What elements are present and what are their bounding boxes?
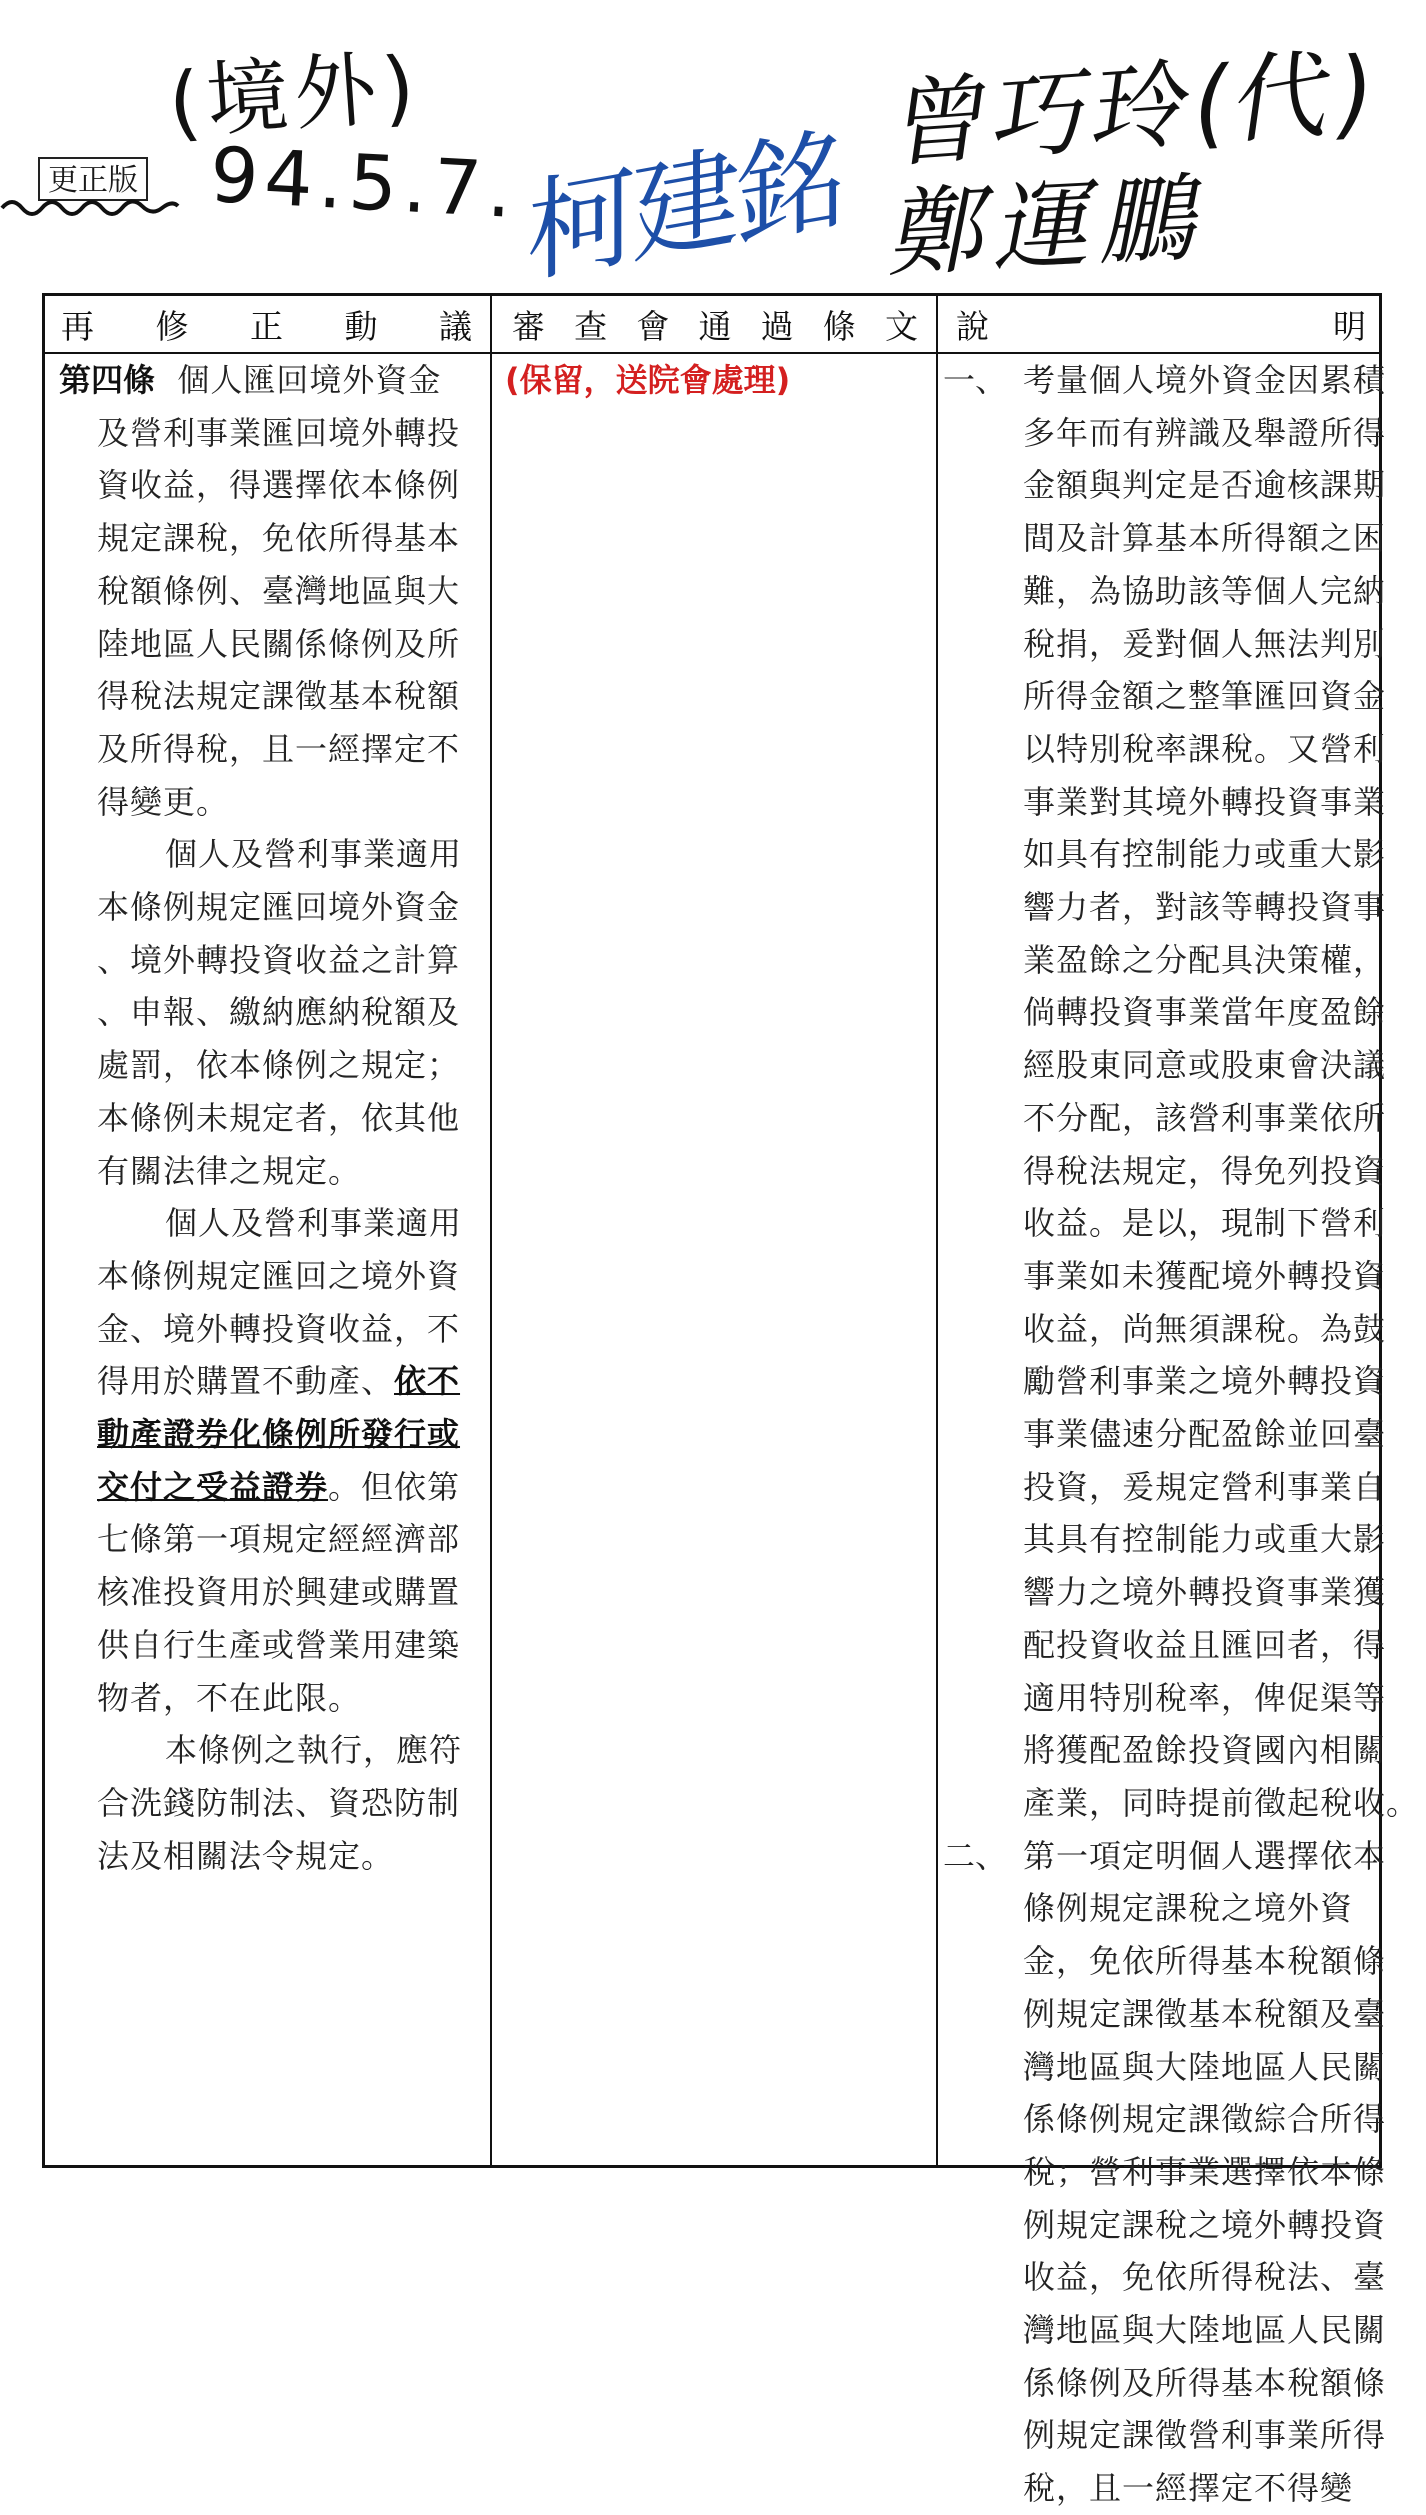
header-char: 條 [822,306,856,346]
text-line: 產業，同時提前徵起稅收。 [1023,1783,1420,1822]
text-line: 所得金額之整筆匯回資金 [1023,677,1387,716]
text-line: 一、 考量個人境外資金因累積 [943,354,1383,407]
text-line: 金，免依所得基本稅額條 [1023,1942,1387,1981]
header-char: 再 [61,306,94,346]
text-line: 法及相關法令規定。 [97,1836,395,1875]
header-char: 過 [760,306,794,346]
text-line: 係條例規定課徵綜合所得 [1023,2100,1387,2139]
text-line: 間及計算基本所得額之困 [1023,519,1387,558]
header-char: 文 [884,306,918,346]
text-line: 交付之受益證券。但依第 [97,1467,461,1506]
text-line: 例規定課徵基本稅額及臺 [1023,1994,1387,2033]
text-line: 以特別稅率課稅。又營利 [1023,729,1387,768]
revision-stamp: 更正版 [38,157,148,201]
header-char: 說 [956,306,989,346]
text-line: 配投資收益且匯回者，得 [1023,1625,1387,1664]
text-line: 及所得稅，且一經擇定不 [97,729,461,768]
text-line: 核准投資用於興建或購置 [97,1573,461,1612]
text-line: 例規定課稅之境外轉投資 [1023,2205,1387,2244]
text-line: 及營利事業匯回境外轉投 [97,413,461,452]
handwritten-date: 94.5.7. [207,130,521,235]
text-line: 物者，不在此限。 [97,1678,362,1717]
text-line: 有關法律之規定。 [97,1151,362,1190]
article-number: 第四條 [59,361,156,399]
text-line: 稅；營利事業選擇依本條 [1023,2152,1387,2191]
text-line: 灣地區與大陸地區人民關 [1023,2311,1387,2350]
header-char: 審 [512,306,545,346]
text-line: 事業儘速分配盈餘並回臺 [1023,1415,1387,1454]
text-line: 事業對其境外轉投資事業 [1023,782,1387,821]
text-line: 條例規定課稅之境外資 [1023,1889,1354,1928]
text-line: 二、 第一項定明個人選擇依本 [943,1830,1383,1883]
text-line: 本條例規定匯回之境外資 [97,1256,461,1295]
text-line: 多年而有辨識及舉證所得 [1023,413,1387,452]
revision-table [42,293,1420,2508]
text-line: 將獲配盈餘投資國內相關 [1023,1731,1387,1770]
handwritten-signature-blue: 柯建銘 [527,113,841,299]
text-line: 響力之境外轉投資事業獲 [1023,1573,1387,1612]
text-line: 倘轉投資事業當年度盈餘 [1023,993,1387,1032]
text-line: 陸地區人民關係條例及所 [97,624,461,663]
text-line: 合洗錢防制法、資恐防制 [97,1783,461,1822]
text-line: 事業如未獲配境外轉投資 [1023,1256,1387,1295]
text-line: 適用特別稅率，俾促渠等 [1023,1678,1387,1717]
text-line: 金、境外轉投資收益，不 [97,1309,461,1348]
text-line: 得稅法規定課徵基本稅額 [97,677,461,716]
text-line: 不分配，該營利事業依所 [1023,1098,1387,1137]
header-char: 會 [636,306,670,346]
reserved-note: (保留，送院會處理) [505,361,791,399]
text-line: 得變更。 [97,782,230,821]
text-line: 係條例及所得基本稅額條 [1023,2363,1387,2402]
text-line: 收益。是以，現制下營利 [1023,1204,1387,1243]
text-line: 難，為協助該等個人完納 [1023,571,1387,610]
text-line: 金額與判定是否逾核課期 [1023,466,1387,505]
text-line: 勵營利事業之境外轉投資 [1023,1362,1387,1401]
header-explanation [938,296,1382,352]
header-char: 動 [344,306,378,346]
text-line: 如具有控制能力或重大影 [1023,835,1387,874]
header-char: 正 [250,306,283,346]
text-line: 規定課稅，免依所得基本 [97,519,461,558]
amended-text: 動產證券化條例所發行或 [97,1415,461,1454]
text-line: 、境外轉投資收益之計算 [97,940,461,979]
header-char: 修 [155,306,189,346]
header-committee-passed-text [492,296,936,352]
header-char: 議 [439,306,472,346]
text-line: 、申報、繳納應納稅額及 [97,993,461,1032]
text-line: 業盈餘之分配具決策權， [1023,940,1387,979]
column-divider [936,296,938,2165]
text-line: 收益，尚無須課稅。為鼓 [1023,1309,1387,1348]
text-line: 資收益，得選擇依本條例 [97,466,461,505]
header-char: 明 [1333,306,1366,346]
handwritten-signature-1: 曾巧玲(代) [886,34,1385,182]
list-marker: 二、 [943,1836,1008,1875]
committee-passed-text [505,354,925,407]
text-line: 個人及營利事業適用 [165,1204,463,1243]
text-line: 稅，且一經擇定不得變 [1023,2469,1354,2508]
text-line: 其具有控制能力或重大影 [1023,1520,1387,1559]
handwritten-signature-2: 鄭運鵬 [882,161,1223,292]
amended-text: 依不 [394,1362,461,1401]
text-line: 稅捐，爰對個人無法判別 [1023,624,1387,663]
text-line: 稅額條例、臺灣地區與大 [97,571,461,610]
amended-text: 交付之受益證券 [97,1467,329,1506]
text-line: 七條第一項規定經經濟部 [97,1520,461,1559]
header-char: 通 [698,306,732,346]
text-line: 例規定課徵營利事業所得 [1023,2416,1387,2455]
text-line: 得用於購置不動產、依不 [97,1362,461,1401]
text-line: 本條例未規定者，依其他 [97,1098,461,1137]
text-line: 處罰，依本條例之規定； [97,1046,461,1085]
text-line: 第四條 個人匯回境外資金 [59,361,442,399]
header-renewed-motion [45,296,490,352]
text-line: 投資，爰規定營利事業自 [1023,1467,1387,1506]
header-char: 查 [574,306,608,346]
text-line: 灣地區與大陸地區人民關 [1023,2047,1387,2086]
handwritten-category-note: (境外) [165,39,424,152]
list-marker: 一、 [943,361,1008,399]
column-divider [490,296,492,2165]
text-line: 本條例之執行，應符 [165,1731,463,1770]
explanation-text [943,354,1420,2515]
handwritten-squiggle [0,188,200,228]
text-line: 得稅法規定，得免列投資 [1023,1151,1387,1190]
text-line: 供自行生產或營業用建築 [97,1625,461,1664]
text-line: 個人及營利事業適用 [165,835,463,874]
text-line [59,1408,489,1461]
text-line: 經股東同意或股東會決議 [1023,1046,1387,1085]
text-line: 本條例規定匯回境外資金 [97,888,461,927]
text-line: 收益，免依所得稅法、臺 [1023,2258,1387,2297]
renewed-motion-text [59,354,489,1882]
text-line: 響力者，對該等轉投資事 [1023,888,1387,927]
